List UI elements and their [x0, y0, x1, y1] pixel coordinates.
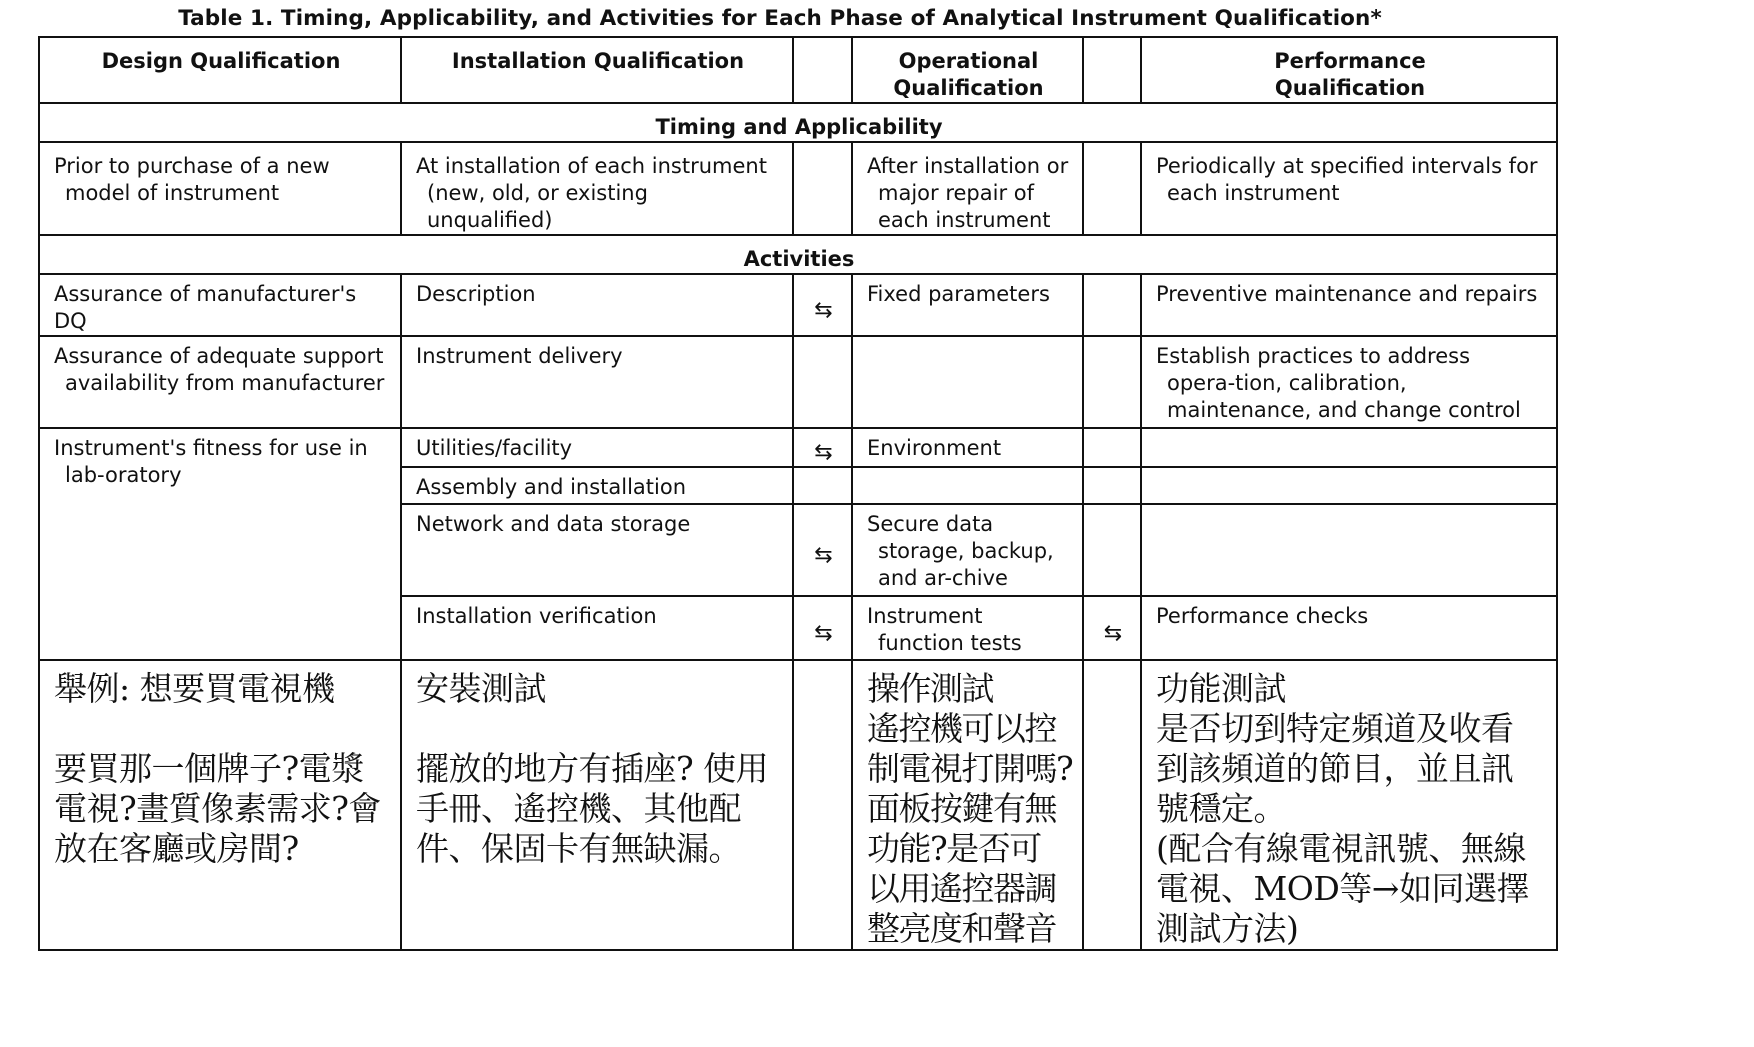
header-performance-qualification: [1141, 37, 1557, 103]
example-iq-line: 擺放的地方有插座? 使用: [416, 749, 769, 788]
example-pq-line: (配合有線電視訊號、無線: [1156, 829, 1526, 868]
timing-oq: [852, 142, 1083, 235]
activity-row: [39, 336, 1557, 428]
bidirectional-arrow-icon: ⇆: [793, 504, 852, 596]
example-dq-line: 舉例: 想要買電視機: [54, 669, 335, 708]
timing-gap-2: [1083, 142, 1141, 235]
example-dq-line: 要買那一個牌子?電漿: [54, 749, 364, 788]
example-dq-spacer: [54, 709, 394, 749]
example-iq: [401, 660, 793, 950]
header-gap-1: [793, 37, 852, 103]
timing-row: [39, 142, 1557, 235]
example-oq-line: 面板按鍵有無: [867, 789, 1056, 828]
activity-dq: Assurance of manufacturer's DQ: [39, 274, 401, 336]
activity-iq: Assembly and installation: [401, 467, 793, 504]
timing-pq-text: Periodically at specified intervals for each instrument: [1156, 154, 1538, 205]
bidirectional-arrow-icon: ⇆: [793, 596, 852, 660]
example-oq-line: 以用遙控器調: [867, 869, 1056, 908]
activity-iq: Network and data storage: [401, 504, 793, 596]
activity-oq: [852, 504, 1083, 596]
header-oq-line2: Qualification: [893, 76, 1044, 100]
activity-gap: [1083, 467, 1141, 504]
activity-pq: [1141, 336, 1557, 428]
table-title: Table 1. Timing, Applicability, and Activities for Each Phase of Analytical Instrument Qualification*: [178, 6, 1382, 31]
example-gap: [793, 660, 852, 950]
activity-oq-text: Secure data storage, backup, and ar-chive: [867, 512, 1054, 590]
activity-gap: [1083, 274, 1141, 336]
activity-iq: Instrument delivery: [401, 336, 793, 428]
bidirectional-arrow-icon: ⇆: [793, 274, 852, 336]
example-pq-line: 電視、MOD等→如同選擇: [1156, 869, 1529, 908]
example-row: [39, 660, 1557, 950]
activity-oq-empty: [852, 336, 1083, 428]
activity-iq: Utilities/facility: [401, 428, 793, 467]
activity-gap: [1083, 504, 1141, 596]
timing-dq-text: Prior to purchase of a new model of instrument: [54, 154, 330, 205]
example-pq-line: 功能測試: [1156, 669, 1286, 708]
activity-oq-empty: [852, 467, 1083, 504]
activity-dq-text: Assurance of adequate support availability from manufacturer: [54, 344, 385, 395]
activity-pq: Preventive maintenance and repairs: [1141, 274, 1557, 336]
example-oq-line: 操作測試: [867, 669, 993, 708]
timing-pq: [1141, 142, 1557, 235]
header-row: [39, 37, 1557, 103]
example-oq-line: 制電視打開嗎?: [867, 749, 1073, 788]
section-row-activities: [39, 235, 1557, 274]
activity-oq: Environment: [852, 428, 1083, 467]
example-oq-line: 遙控機可以控: [867, 709, 1056, 748]
activity-gap: [1083, 428, 1141, 467]
example-iq-line: 件、保固卡有無缺漏。: [416, 829, 741, 868]
timing-iq: [401, 142, 793, 235]
bidirectional-arrow-icon: ⇆: [1083, 596, 1141, 660]
activity-pq-empty: [1141, 504, 1557, 596]
example-oq-line: 整亮度和聲音: [867, 909, 1056, 948]
activity-iq: Description: [401, 274, 793, 336]
section-heading-timing: Timing and Applicability: [39, 103, 1557, 142]
example-dq-line: 電視?畫質像素需求?會: [54, 789, 381, 828]
activity-pq-empty: [1141, 428, 1557, 467]
bidirectional-arrow-icon: ⇆: [793, 428, 852, 467]
example-pq-line: 到該頻道的節目，並且訊: [1156, 749, 1514, 788]
example-pq-line: 測試方法): [1156, 909, 1299, 948]
activity-iq: Installation verification: [401, 596, 793, 660]
header-installation-qualification: Installation Qualification: [401, 37, 793, 103]
example-pq-line: 是否切到特定頻道及收看: [1156, 709, 1514, 748]
header-pq-line2: Qualification: [1274, 76, 1426, 100]
example-pq-line: 號穩定。: [1156, 789, 1286, 828]
activity-oq: Fixed parameters: [852, 274, 1083, 336]
activity-gap: [793, 467, 852, 504]
example-dq: [39, 660, 401, 950]
header-gap-2: [1083, 37, 1141, 103]
example-iq-line: 安裝測試: [416, 669, 546, 708]
activity-row: [39, 428, 1557, 467]
activity-gap: [793, 336, 852, 428]
example-oq: [852, 660, 1083, 950]
activity-dq: [39, 336, 401, 428]
header-operational-qualification: [852, 37, 1083, 103]
header-pq-line1: Performance: [1274, 49, 1426, 73]
activity-dq-text: Instrument's fitness for use in lab-oratory: [54, 436, 368, 487]
timing-iq-text: At installation of each instrument (new, old, or existing unqualified): [416, 154, 767, 232]
timing-dq: [39, 142, 401, 235]
example-oq-line: 功能?是否可: [867, 829, 1041, 868]
activity-pq-text: Establish practices to address opera-tion, calibration, maintenance, and change control: [1156, 344, 1521, 422]
section-row-timing: [39, 103, 1557, 142]
timing-gap-1: [793, 142, 852, 235]
header-oq-line1: Operational: [898, 49, 1039, 73]
activity-pq: Performance checks: [1141, 596, 1557, 660]
activity-dq-fitness: [39, 428, 401, 660]
qualification-table: [38, 36, 1558, 951]
activity-pq-empty: [1141, 467, 1557, 504]
activity-oq-text: Instrument function tests: [867, 604, 1022, 655]
activity-gap: [1083, 336, 1141, 428]
example-pq: [1141, 660, 1557, 950]
activity-oq: [852, 596, 1083, 660]
header-design-qualification: Design Qualification: [39, 37, 401, 103]
timing-oq-text: After installation or major repair of each instrument: [867, 154, 1069, 232]
example-gap: [1083, 660, 1141, 950]
activity-row: [39, 274, 1557, 336]
section-heading-activities: Activities: [39, 235, 1557, 274]
example-iq-line: 手冊、遙控機、其他配: [416, 789, 741, 828]
example-iq-spacer: [416, 709, 786, 749]
example-dq-line: 放在客廳或房間?: [54, 829, 299, 868]
